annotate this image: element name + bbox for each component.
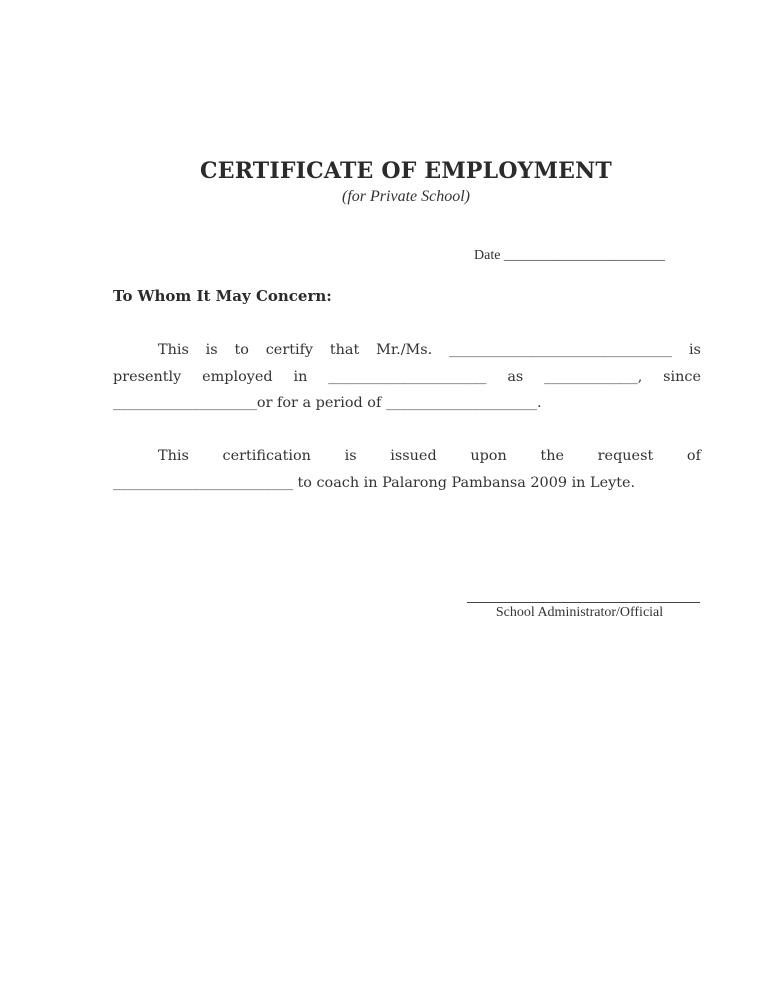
word: since [663,368,701,385]
paragraph-line [113,364,701,391]
word: employed [202,368,273,385]
word: of [686,448,701,464]
word: Mr./Ms. [376,342,433,358]
signature-line [467,602,700,603]
word: upon [470,448,507,464]
date-field-line: Date _______________________ [474,248,665,263]
word: in [293,368,308,385]
word: is [344,448,357,464]
word: issued [390,448,437,464]
school-blank: ______________________ [328,368,487,385]
word: This [158,448,189,464]
name-blank: _______________________________ [449,342,673,358]
document-subtitle: (for Private School) [342,188,470,205]
period-line: ____________________or for a period of _____________________. [113,395,542,411]
word: presently [113,368,182,385]
word: that [329,342,360,358]
word: This [158,342,189,358]
word: is [688,342,701,358]
document-title: CERTIFICATE OF EMPLOYMENT [200,158,612,184]
salutation: To Whom It May Concern: [113,287,332,305]
word: certify [265,342,314,358]
request-line: _________________________ to coach in Palarong Pambansa 2009 in Leyte. [113,474,636,491]
paragraph-line [113,390,701,417]
word: to [234,342,249,358]
position-blank: _____________, [544,368,643,385]
word: as [507,368,524,385]
word: certification [222,448,311,464]
signature-label: School Administrator/Official [495,605,664,620]
paragraph-request [113,443,701,496]
word: request [597,448,654,464]
word: the [540,448,564,464]
paragraph-line [113,470,701,497]
word: is [205,342,218,358]
paragraph-certify [113,337,701,417]
paragraph-line [113,337,701,364]
paragraph-line [113,443,701,470]
